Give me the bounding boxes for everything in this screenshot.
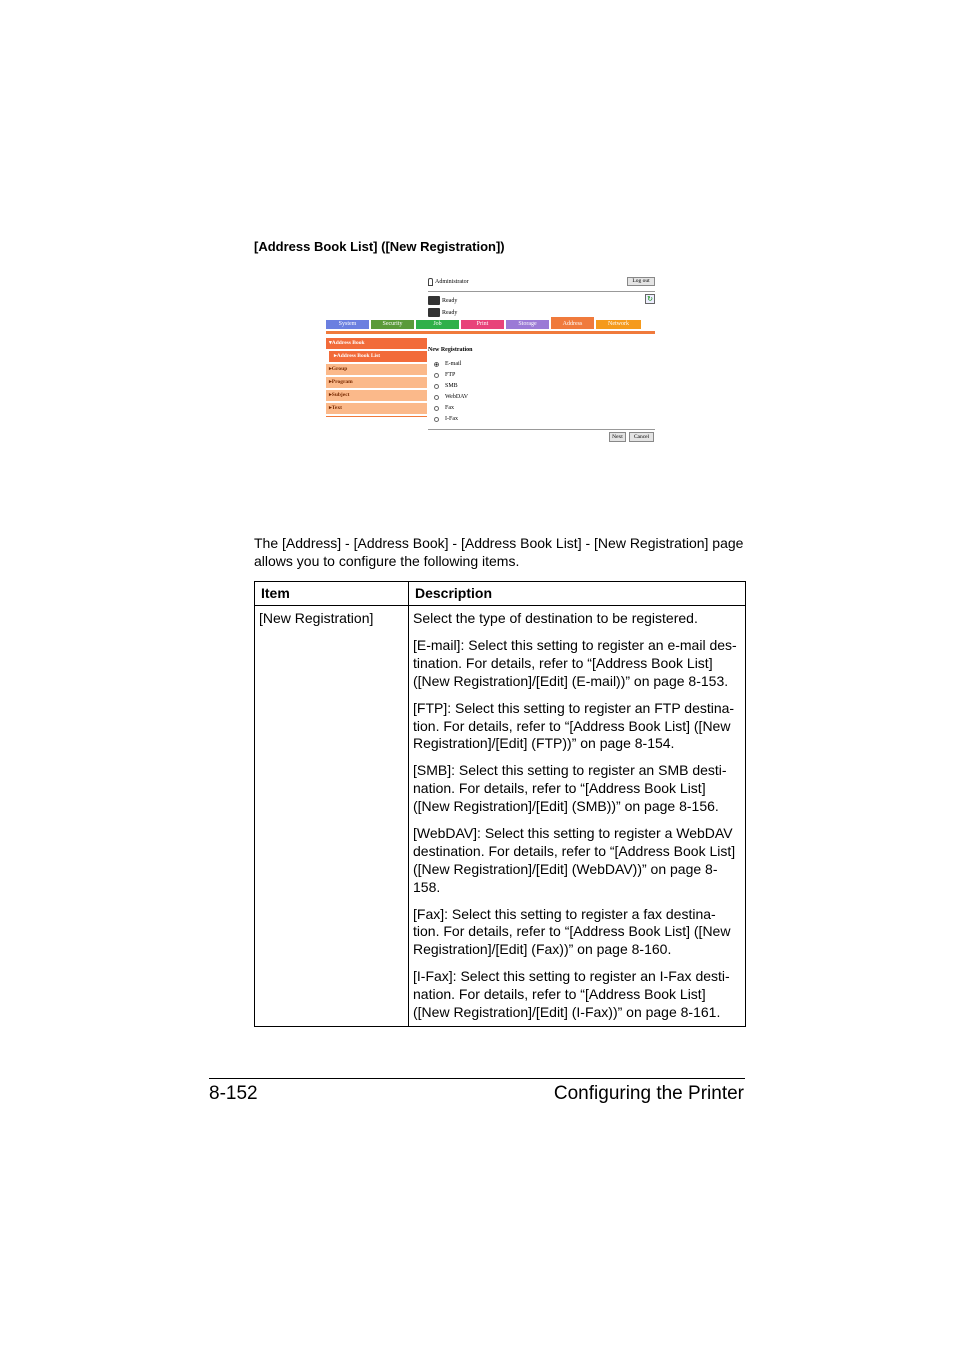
scanner-status bbox=[428, 308, 457, 317]
side-menu bbox=[326, 338, 427, 417]
table-row bbox=[255, 606, 746, 1027]
cancel-button[interactable]: Cancel bbox=[629, 432, 654, 442]
side-menu-subject[interactable]: ▸Subject bbox=[326, 390, 427, 401]
radio-fax[interactable] bbox=[434, 406, 439, 411]
divider bbox=[428, 291, 655, 292]
option-fax[interactable] bbox=[434, 405, 454, 411]
tab-storage[interactable]: Storage bbox=[506, 320, 549, 329]
option-smb-label: SMB bbox=[445, 383, 458, 389]
printer-status bbox=[428, 296, 457, 305]
option-email[interactable] bbox=[434, 361, 461, 367]
tab-underline bbox=[326, 331, 655, 334]
option-fax-label: Fax bbox=[445, 405, 454, 411]
option-ifax[interactable] bbox=[434, 416, 458, 422]
tab-job[interactable]: Job bbox=[416, 320, 459, 329]
radio-webdav[interactable] bbox=[434, 395, 439, 400]
radio-ifax[interactable] bbox=[434, 417, 439, 422]
side-menu-rule bbox=[326, 416, 427, 417]
column-header-description: Description bbox=[409, 582, 746, 606]
table-cell-description bbox=[409, 606, 746, 1027]
description-paragraph: Select the type of destination to be registered. bbox=[413, 610, 698, 626]
option-ftp-label: FTP bbox=[445, 372, 456, 378]
option-webdav-label: WebDAV bbox=[445, 394, 469, 400]
settings-table bbox=[254, 581, 746, 1027]
user-icon bbox=[428, 278, 433, 286]
option-ftp[interactable] bbox=[434, 372, 455, 378]
intro-paragraph: The [Address] - [Address Book] - [Address Book List] - [New Registration] page allows you to configure the following items. bbox=[254, 535, 744, 569]
side-menu-address-book-list[interactable]: ▸Address Book List bbox=[329, 351, 427, 362]
chapter-title: Configuring the Printer bbox=[553, 1083, 744, 1104]
description-paragraph: [FTP]: Select this setting to register an FTP destina-tion. For details, refer to “[Address Book List] ([New Registration]/[Edit] (FTP))” on page 8-154. bbox=[413, 699, 735, 752]
option-smb[interactable] bbox=[434, 383, 458, 389]
scanner-icon bbox=[428, 308, 440, 317]
tab-security[interactable]: Security bbox=[371, 320, 414, 329]
radio-email[interactable] bbox=[434, 362, 439, 367]
logout-button[interactable]: Log out bbox=[627, 277, 655, 286]
scanner-status-label: Ready bbox=[442, 309, 458, 316]
description-paragraph: [I-Fax]: Select this setting to register an I-Fax desti-nation. For details, refer to “[Address Book List] ([New Registration]/[Edit] (I-Fax))” on page 8-161. bbox=[413, 968, 730, 1020]
side-menu-address-book[interactable]: ▾Address Book bbox=[326, 338, 427, 349]
option-email-label: E-mail bbox=[445, 361, 462, 367]
next-button[interactable]: Next bbox=[609, 432, 626, 442]
printer-icon bbox=[428, 296, 440, 305]
option-ifax-label: I-Fax bbox=[445, 416, 458, 422]
radio-ftp[interactable] bbox=[434, 373, 439, 378]
table-header-row bbox=[255, 582, 746, 606]
screenshot-figure bbox=[324, 268, 658, 512]
refresh-icon[interactable]: ↻ bbox=[645, 294, 655, 304]
side-menu-text[interactable]: ▸Text bbox=[326, 403, 427, 414]
description-paragraph: [Fax]: Select this setting to register a fax destina-tion. For details, refer to “[Address Book List] ([New Registration]/[Edit] (Fax))” on page 8-160. bbox=[413, 905, 731, 958]
radio-smb[interactable] bbox=[434, 384, 439, 389]
footer-rule bbox=[209, 1078, 745, 1079]
form-divider bbox=[428, 429, 655, 430]
form-title: New Registration bbox=[428, 347, 473, 353]
side-menu-program[interactable]: ▸Program bbox=[326, 377, 427, 388]
printer-status-label: Ready bbox=[442, 297, 458, 304]
description-paragraph: [WebDAV]: Select this setting to register a WebDAV destination. For details, refer to “[Address Book List] ([New Registration]/[Edit] (WebDAV))” on page 8-158. bbox=[413, 825, 736, 895]
description-paragraph: [SMB]: Select this setting to register an SMB desti-nation. For details, refer to “[Address Book List] ([New Registration]/[Edit] (SMB))” on page 8-156. bbox=[413, 762, 727, 815]
column-header-item: Item bbox=[255, 582, 409, 606]
description-paragraph: [E-mail]: Select this setting to register an e-mail des-tination. For details, refer to “[Address Book List] ([New Registration]/[Edit] (E-mail))” on page 8-153. bbox=[413, 637, 737, 689]
page-number: 8-152 bbox=[209, 1083, 258, 1104]
admin-label: Administrator bbox=[435, 279, 469, 285]
side-menu-group[interactable]: ▸Group bbox=[326, 364, 427, 375]
table-cell-item: [New Registration] bbox=[255, 606, 409, 1027]
tab-address[interactable]: Address bbox=[551, 317, 594, 329]
option-webdav[interactable] bbox=[434, 394, 468, 400]
tab-print[interactable]: Print bbox=[461, 320, 504, 329]
section-heading: [Address Book List] ([New Registration]) bbox=[254, 239, 505, 254]
tab-network[interactable]: Network bbox=[596, 320, 641, 329]
admin-indicator bbox=[428, 278, 469, 286]
tab-bar bbox=[326, 320, 641, 329]
tab-system[interactable]: System bbox=[326, 320, 369, 329]
